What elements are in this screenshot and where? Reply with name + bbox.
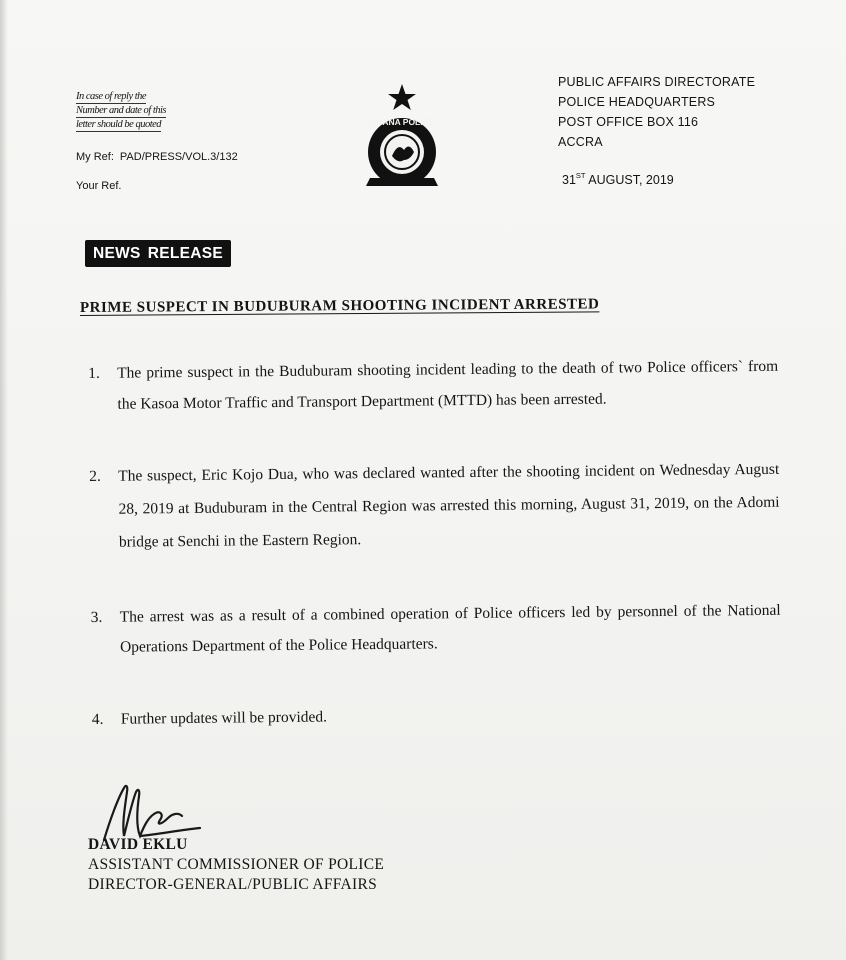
address-line: ACCRA	[558, 135, 603, 149]
item-text: The prime suspect in the Buduburam shooting incident leading to the death of two Police officers` from the Kasoa Motor Traffic and Transport Department (MTTD) has been arrested.	[117, 357, 779, 413]
release-items	[88, 351, 782, 735]
police-crest-icon	[352, 80, 452, 192]
address-line: PUBLIC AFFAIRS DIRECTORATE	[558, 75, 756, 89]
reply-note-line: In case of reply the	[76, 91, 147, 102]
your-ref-label: Your Ref.	[76, 180, 122, 192]
my-reference	[76, 151, 238, 163]
date-day: 31	[562, 173, 576, 187]
item-number: 1.	[88, 364, 100, 382]
my-ref-value: PAD/PRESS/VOL.3/132	[119, 151, 238, 163]
badge-word-release: RELEASE	[147, 245, 224, 262]
crest-text: GHANA POLICE	[369, 117, 435, 127]
badge-word-news: NEWS	[93, 245, 141, 262]
headline: PRIME SUSPECT IN BUDUBURAM SHOOTING INCIDENT ARRESTED	[79, 296, 600, 316]
reply-note-line: letter should be quoted	[76, 119, 162, 130]
news-release-badge	[85, 240, 231, 267]
reply-note-line: Number and date of this	[76, 105, 166, 116]
list-item	[88, 351, 779, 420]
signatory-title: ASSISTANT COMMISSIONER OF POLICE	[88, 856, 385, 873]
item-text: The arrest was as a result of a combined operation of Police officers led by personnel of the National Operations Department of the Police Headquarters.	[119, 601, 781, 656]
address-line: POST OFFICE BOX 116	[558, 115, 699, 129]
address-line: POLICE HEADQUARTERS	[558, 95, 716, 109]
address-block	[558, 72, 755, 152]
item-text: The suspect, Eric Kojo Dua, who was declared wanted after the shooting incident on Wednesday August 28, 2019 at Buduburam in the Central Region was arrested this morning, August 31, 2019, on the Adomi bridge at Senchi in the Eastern Region.	[118, 460, 780, 551]
my-ref-label: My Ref:	[76, 151, 114, 163]
list-item	[89, 453, 780, 559]
item-text: Further updates will be provided.	[120, 708, 328, 728]
release-date	[562, 171, 674, 187]
page-edge-shadow	[0, 0, 8, 960]
your-reference	[76, 180, 121, 192]
item-number: 3.	[90, 608, 103, 626]
signatory-department: DIRECTOR-GENERAL/PUBLIC AFFAIRS	[88, 876, 378, 893]
list-item	[91, 596, 782, 663]
date-suffix: ST	[575, 171, 586, 180]
signatory-name: DAVID EKLU	[88, 836, 188, 853]
date-rest: AUGUST, 2019	[585, 173, 674, 187]
reply-note	[76, 90, 206, 132]
list-item	[92, 698, 782, 735]
item-number: 2.	[89, 467, 101, 485]
item-number: 4.	[91, 710, 104, 728]
signatory-block	[88, 835, 384, 895]
